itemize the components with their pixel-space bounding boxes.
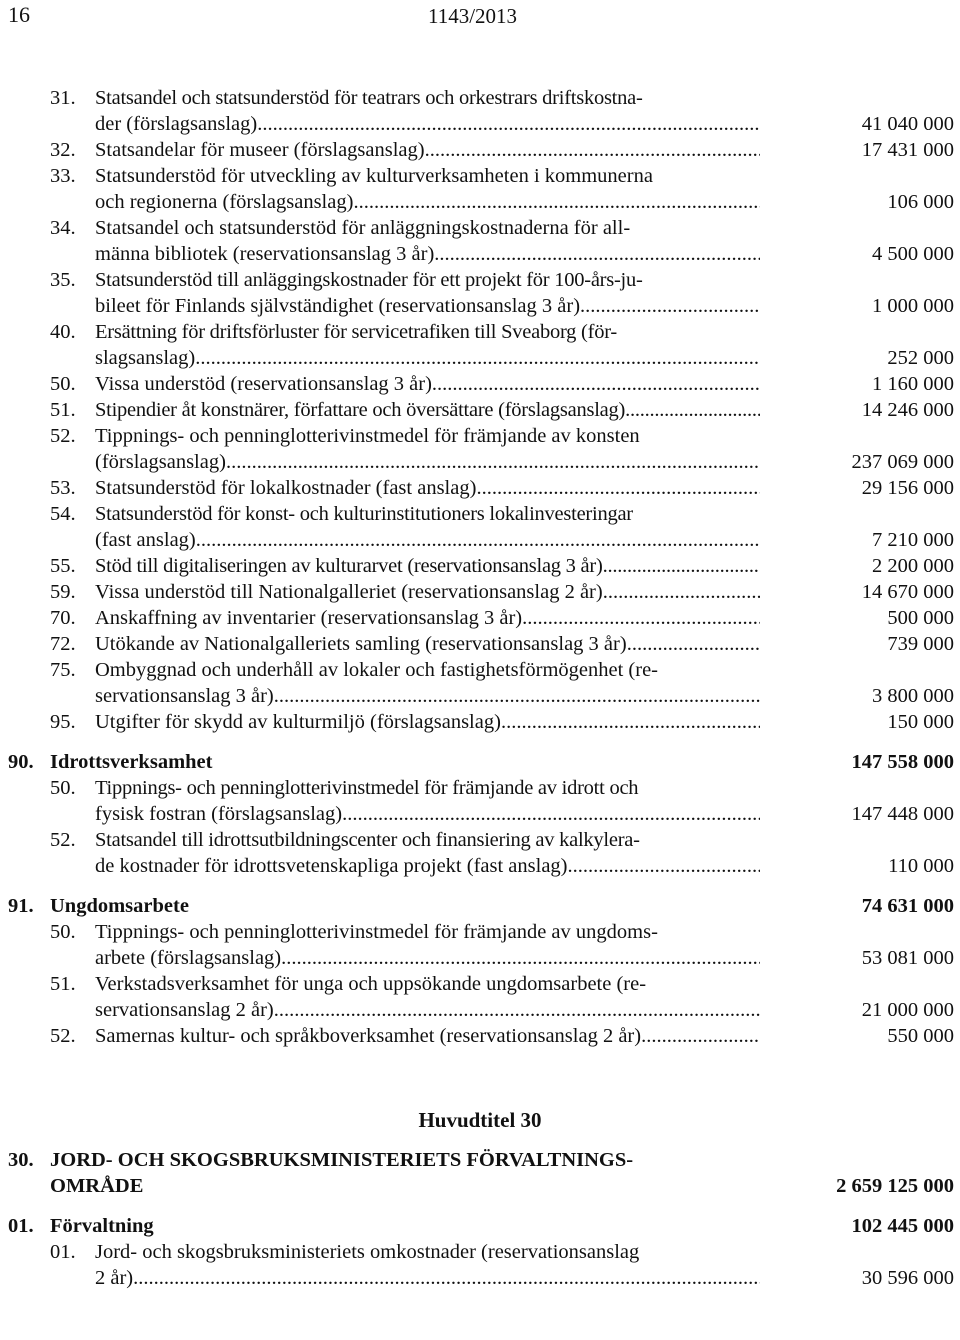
item-number: 54. xyxy=(50,503,76,525)
item-amount: 2 200 000 xyxy=(872,555,954,577)
item-number: 32. xyxy=(50,139,76,161)
item-text-line: Utökande av Nationalgalleriets samling (reservationsanslag 3 år) ..... xyxy=(95,631,760,657)
item-number: 31. xyxy=(50,87,76,109)
item-number: 35. xyxy=(50,269,76,291)
budget-item xyxy=(0,397,960,423)
budget-item xyxy=(0,775,960,827)
item-text-line: Jord- och skogsbruksministeriets omkostnader (reservationsanslag xyxy=(95,1241,640,1263)
item-amount: 17 431 000 xyxy=(861,139,954,161)
main-title-heading xyxy=(0,1107,960,1133)
item-number: 75. xyxy=(50,659,76,681)
item-text-line: Stipendier åt konstnärer, författare och översättare (förslagsanslag) ..... xyxy=(95,397,760,423)
item-text-line: Vissa understöd till Nationalgalleriet (reservationsanslag 2 år) ..... xyxy=(95,579,760,605)
item-amount: 1 160 000 xyxy=(872,373,954,395)
section-title: Förvaltning xyxy=(50,1215,154,1237)
item-amount: 252 000 xyxy=(887,347,954,369)
item-text-line: Statsandel och statsunderstöd för anläggningskostnaderna för all- xyxy=(95,217,631,239)
item-amount: 30 596 000 xyxy=(861,1267,954,1289)
item-amount: 29 156 000 xyxy=(861,477,954,499)
item-text-line: servationsanslag 3 år) ..... xyxy=(95,683,760,709)
item-amount: 4 500 000 xyxy=(872,243,954,265)
budget-item xyxy=(0,137,960,163)
budget-item xyxy=(0,423,960,475)
budget-item xyxy=(0,579,960,605)
appropriation-list xyxy=(0,85,960,1291)
section-title-line: OMRÅDE xyxy=(50,1175,144,1197)
item-text-line: servationsanslag 2 år) ..... xyxy=(95,997,760,1023)
item-amount: 500 000 xyxy=(887,607,954,629)
main-title-text: Huvudtitel 30 xyxy=(418,1108,542,1132)
budget-item xyxy=(0,85,960,137)
budget-item xyxy=(0,475,960,501)
item-amount: 14 670 000 xyxy=(861,581,954,603)
item-number: 55. xyxy=(50,555,76,577)
budget-item xyxy=(0,553,960,579)
item-text-line: männa bibliotek (reservationsanslag 3 år) ..... xyxy=(95,241,760,267)
item-text-line: Anskaffning av inventarier (reservationsanslag 3 år) ..... xyxy=(95,605,760,631)
item-number: 52. xyxy=(50,829,76,851)
item-group-administration xyxy=(0,1239,960,1291)
item-text-line: 2 år) ..... xyxy=(95,1265,760,1291)
item-text-line: Statsandelar för museer (förslagsanslag) ..... xyxy=(95,137,760,163)
item-number: 01. xyxy=(50,1241,76,1263)
item-text-line: Ombyggnad och underhåll av lokaler och fastighetsförmögenhet (re- xyxy=(95,659,658,681)
budget-item xyxy=(0,371,960,397)
section-amount: 2 659 125 000 xyxy=(836,1175,954,1197)
item-amount: 237 069 000 xyxy=(851,451,954,473)
section-number: 90. xyxy=(8,751,34,773)
item-text-line: Vissa understöd (reservationsanslag 3 år) ..... xyxy=(95,371,760,397)
budget-item xyxy=(0,163,960,215)
budget-item xyxy=(0,1239,960,1291)
item-number: 72. xyxy=(50,633,76,655)
item-text-line: arbete (förslagsanslag) ..... xyxy=(95,945,760,971)
item-number: 51. xyxy=(50,973,76,995)
item-number: 33. xyxy=(50,165,76,187)
page-number: 16 xyxy=(8,2,30,27)
item-text-line: Tippnings- och penninglotterivinstmedel för främjande av idrott och xyxy=(95,777,639,799)
item-text-line: de kostnader för idrottsvetenskapliga projekt (fast anslag) ..... xyxy=(95,853,760,879)
budget-item xyxy=(0,605,960,631)
item-text-line: Samernas kultur- och språkboverksamhet (reservationsanslag 2 år) ..... xyxy=(95,1023,760,1049)
item-amount: 3 800 000 xyxy=(872,685,954,707)
item-amount: 14 246 000 xyxy=(861,399,954,421)
item-amount: 41 040 000 xyxy=(861,113,954,135)
budget-item xyxy=(0,971,960,1023)
item-text-line: Ersättning för driftsförluster för servicetrafiken till Sveaborg (för- xyxy=(95,321,617,343)
item-text-line: Tippnings- och penninglotterivinstmedel för främjande av konsten xyxy=(95,425,640,447)
item-amount: 550 000 xyxy=(887,1025,954,1047)
item-amount: 147 448 000 xyxy=(851,803,954,825)
section-heading xyxy=(0,749,960,775)
section-amount: 147 558 000 xyxy=(851,751,954,773)
item-number: 95. xyxy=(50,711,76,733)
budget-item xyxy=(0,827,960,879)
item-text-line: Statsandel och statsunderstöd för teatrars och orkestrars driftskostna- xyxy=(95,87,643,109)
section-title: Idrottsverksamhet xyxy=(50,751,213,773)
item-text-line: Statsunderstöd för utveckling av kulturverksamheten i kommunerna xyxy=(95,165,653,187)
item-group-culture xyxy=(0,85,960,735)
item-number: 40. xyxy=(50,321,76,343)
item-text-line: (förslagsanslag) ..... xyxy=(95,449,760,475)
section-heading xyxy=(0,1213,960,1239)
item-group-youth xyxy=(0,919,960,1049)
item-number: 52. xyxy=(50,1025,76,1047)
item-text-line: Statsunderstöd för konst- och kulturinstitutioners lokalinvesteringar xyxy=(95,503,633,525)
section-title-line: JORD- OCH SKOGSBRUKSMINISTERIETS FÖRVALTNINGS- xyxy=(50,1149,634,1171)
budget-item xyxy=(0,267,960,319)
item-text-line: Verkstadsverksamhet för unga och uppsökande ungdomsarbete (re- xyxy=(95,973,647,995)
item-number: 50. xyxy=(50,777,76,799)
section-title: Ungdomsarbete xyxy=(50,895,189,917)
item-text-line: Statsandel till idrottsutbildningscenter och finansiering av kalkylera- xyxy=(95,829,640,851)
item-text-line: fysisk fostran (förslagsanslag) ..... xyxy=(95,801,760,827)
item-text-line: Tippnings- och penninglotterivinstmedel för främjande av ungdoms- xyxy=(95,921,658,943)
budget-item xyxy=(0,1023,960,1049)
item-amount: 1 000 000 xyxy=(872,295,954,317)
item-amount: 739 000 xyxy=(887,633,954,655)
section-number: 01. xyxy=(8,1215,34,1237)
section-heading xyxy=(0,893,960,919)
budget-item xyxy=(0,919,960,971)
item-text-line: der (förslagsanslag) ..... xyxy=(95,111,760,137)
item-text-line: (fast anslag) ..... xyxy=(95,527,760,553)
item-text-line: och regionerna (förslagsanslag) ..... xyxy=(95,189,760,215)
item-text-line: bileet för Finlands självständighet (reservationsanslag 3 år) ..... xyxy=(95,293,760,319)
item-number: 52. xyxy=(50,425,76,447)
item-number: 53. xyxy=(50,477,76,499)
item-amount: 106 000 xyxy=(887,191,954,213)
budget-item xyxy=(0,501,960,553)
section-amount: 102 445 000 xyxy=(851,1215,954,1237)
item-amount: 53 081 000 xyxy=(861,947,954,969)
item-text-line: Utgifter för skydd av kulturmiljö (förslagsanslag) ..... xyxy=(95,709,760,735)
budget-item xyxy=(0,215,960,267)
item-number: 50. xyxy=(50,921,76,943)
section-number: 30. xyxy=(8,1149,34,1171)
item-number: 34. xyxy=(50,217,76,239)
item-number: 51. xyxy=(50,399,76,421)
budget-item xyxy=(0,709,960,735)
item-amount: 7 210 000 xyxy=(872,529,954,551)
budget-item xyxy=(0,319,960,371)
section-amount: 74 631 000 xyxy=(861,895,954,917)
budget-item xyxy=(0,657,960,709)
item-amount: 110 000 xyxy=(888,855,954,877)
item-number: 50. xyxy=(50,373,76,395)
item-text-line: slagsanslag) ..... xyxy=(95,345,760,371)
item-amount: 21 000 000 xyxy=(861,999,954,1021)
budget-item xyxy=(0,631,960,657)
section-number: 91. xyxy=(8,895,34,917)
item-amount: 150 000 xyxy=(887,711,954,733)
item-text-line: Stöd till digitaliseringen av kulturarvet (reservationsanslag 3 år) ..... xyxy=(95,553,760,579)
item-number: 59. xyxy=(50,581,76,603)
item-group-sports xyxy=(0,775,960,879)
ministry-heading xyxy=(0,1147,960,1199)
document-reference: 1143/2013 xyxy=(428,4,518,28)
item-text-line: Statsunderstöd för lokalkostnader (fast anslag) ..... xyxy=(95,475,760,501)
item-text-line: Statsunderstöd till anläggingskostnader för ett projekt för 100-års-ju- xyxy=(95,269,643,291)
item-number: 70. xyxy=(50,607,76,629)
